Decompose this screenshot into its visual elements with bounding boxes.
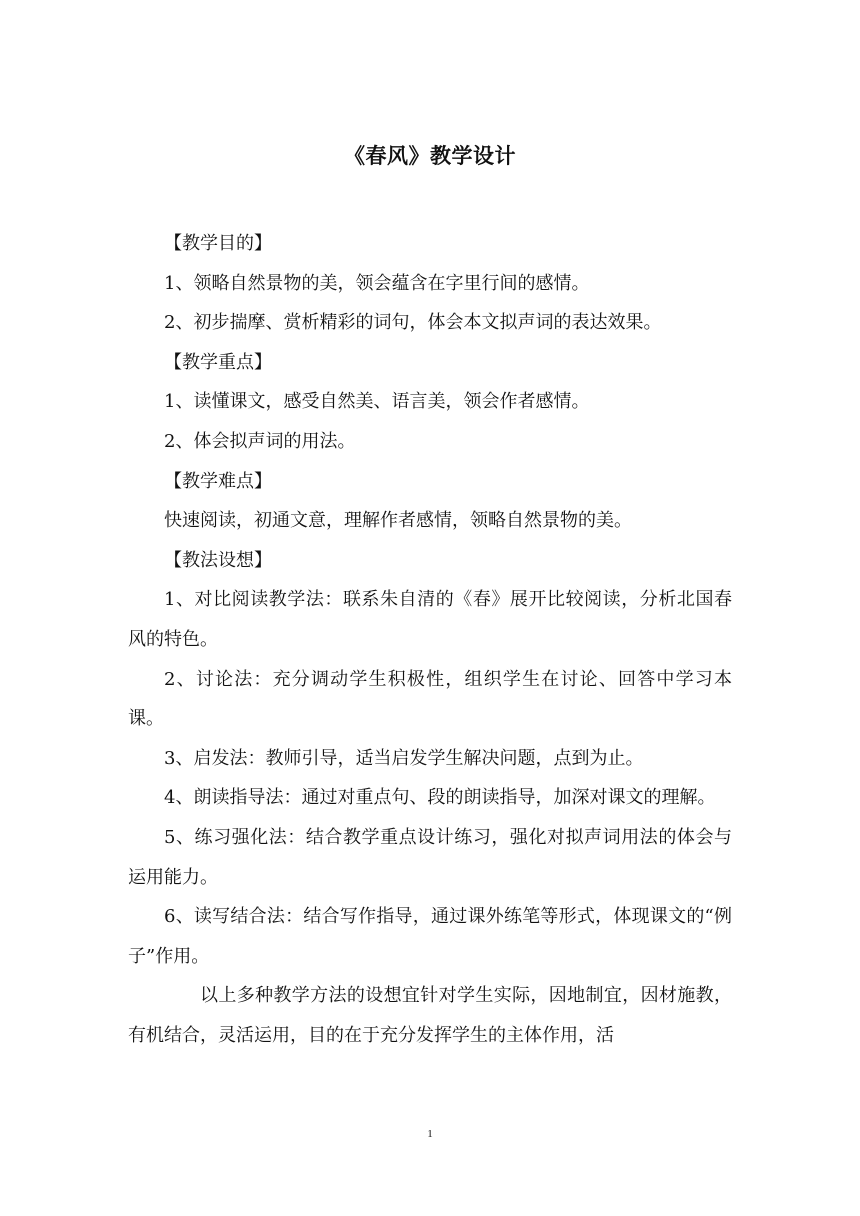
document-title: 《春风》教学设计	[344, 143, 516, 168]
paragraph: 2、讨论法：充分调动学生积极性，组织学生在讨论、回答中学习本课。	[128, 668, 732, 730]
paragraph: 2、体会拟声词的用法。	[164, 430, 356, 452]
paragraph: 2、初步揣摩、赏析精彩的词句，体会本文拟声词的表达效果。	[164, 312, 662, 334]
heading-teaching-purpose: 【教学目的】	[164, 233, 272, 254]
heading-teaching-key-points: 【教学重点】	[164, 351, 272, 373]
paragraph: 1、领略自然景物的美，领会蕴含在字里行间的感情。	[164, 272, 590, 294]
paragraph: 快速阅读，初通文意，理解作者感情，领略自然景物的美。	[164, 510, 632, 532]
paragraph: 5、练习强化法：结合教学重点设计练习，强化对拟声词用法的体会与运用能力。	[128, 826, 732, 888]
paragraph: 3、启发法：教师引导，适当启发学生解决问题，点到为止。	[164, 747, 644, 769]
heading-teaching-difficulties: 【教学难点】	[164, 470, 272, 492]
paragraph: 6、读写结合法：结合写作指导，通过课外练笔等形式，体现课文的“例子”作用。	[128, 906, 732, 967]
paragraph: 1、读懂课文，感受自然美、语言美，领会作者感情。	[164, 391, 590, 413]
paragraph: 1、对比阅读教学法：联系朱自清的《春》展开比较阅读，分析北国春风的特色。	[128, 589, 732, 650]
paragraph: 4、朗读指导法：通过对重点句、段的朗读指导，加深对课文的理解。	[164, 787, 716, 809]
page-number: 1	[427, 1128, 433, 1140]
heading-teaching-methods: 【教法设想】	[164, 549, 272, 571]
document-body	[128, 224, 732, 1055]
paragraph: 以上多种教学方法的设想宜针对学生实际，因地制宜，因材施教，有机结合，灵活运用，目的在于充分发挥学生的主体作用，活	[128, 985, 732, 1046]
